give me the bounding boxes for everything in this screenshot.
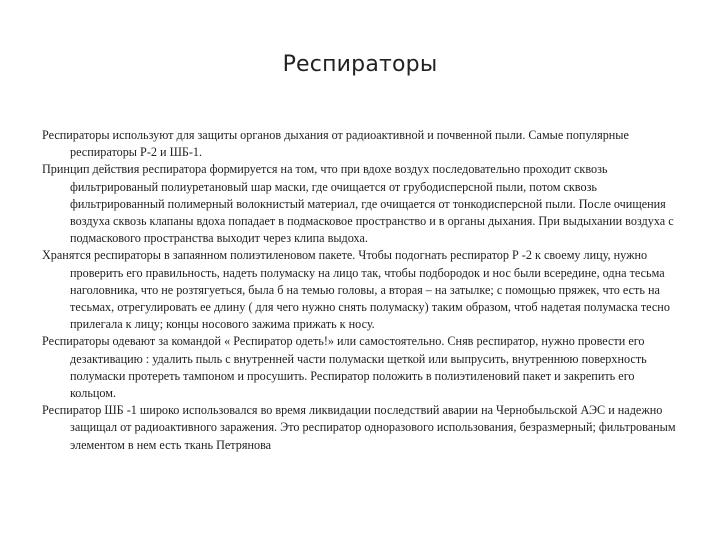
paragraph-operating-principle: Принцип действия респиратора формируется на том, что при вдохе воздух последовательно проходит сквозь фильтрированый полиуретановый шар маски, где очищается от грубодисперсной пыли, потом сквозь фильтрированный полимерный волокнистый материал, где очищается от тонкодисперсной пыли. После очищения воздуха сквозь клапаны вдоха попадает в подмасковое пространство и в органы дыхания. При выдыхании воздуха с подмаскового пространства выходит через клипа выдоха. — [42, 162, 674, 246]
paragraph-storage-and-fitting: Хранятся респираторы в запаянном полиэтиленовом пакете. Чтобы подогнать респиратор Р -2 к своему лицу, нужно проверить его правильность, надеть полумаску на лицо так, чтобы подбородок и нос были всередине, одна тесьма наголовника, что не розтягуеться, была б на темью головы, а вторая – на затылке; с помощью пряжек, что есть на тесьмах, отрегулировать ее длину ( для чего нужно снять полумаску) таким образом, чтоб надетая полумаска тесно прилегала к лицу; концы носового зажима прижать к носу. — [42, 248, 670, 332]
paragraph-respirators-usage: Респираторы используют для защиты органов дыхания от радиоактивной и почвенной пыли. Самые популярные респираторы Р-2 и ШБ-1. — [42, 128, 629, 160]
slide-body — [42, 127, 682, 454]
paragraph-donning-and-decontamination: Респираторы одевают за командой « Респиратор одеть!» или самостоятельно. Сняв респиратор, нужно провести его дезактивацию : удалить пыль с внутренней части полумаски щеткой или выпрусить, внутреннюю поверхность полумаски протереть тампоном и просушить. Респиратор положить в полиэтиленовий пакет и закрепить его кольцом. — [42, 334, 647, 401]
paragraph-shb1-respirator: Респиратор ШБ -1 широко использовался во время ликвидации последствий аварии на Чернобыльской АЭС и надежно защищал от радиоактивного заражения. Это респиратор одноразового использования, безразмерный; фильтрованым элементом в нем есть ткань Петрянова — [42, 403, 676, 452]
slide-title: Респираторы — [282, 52, 438, 77]
